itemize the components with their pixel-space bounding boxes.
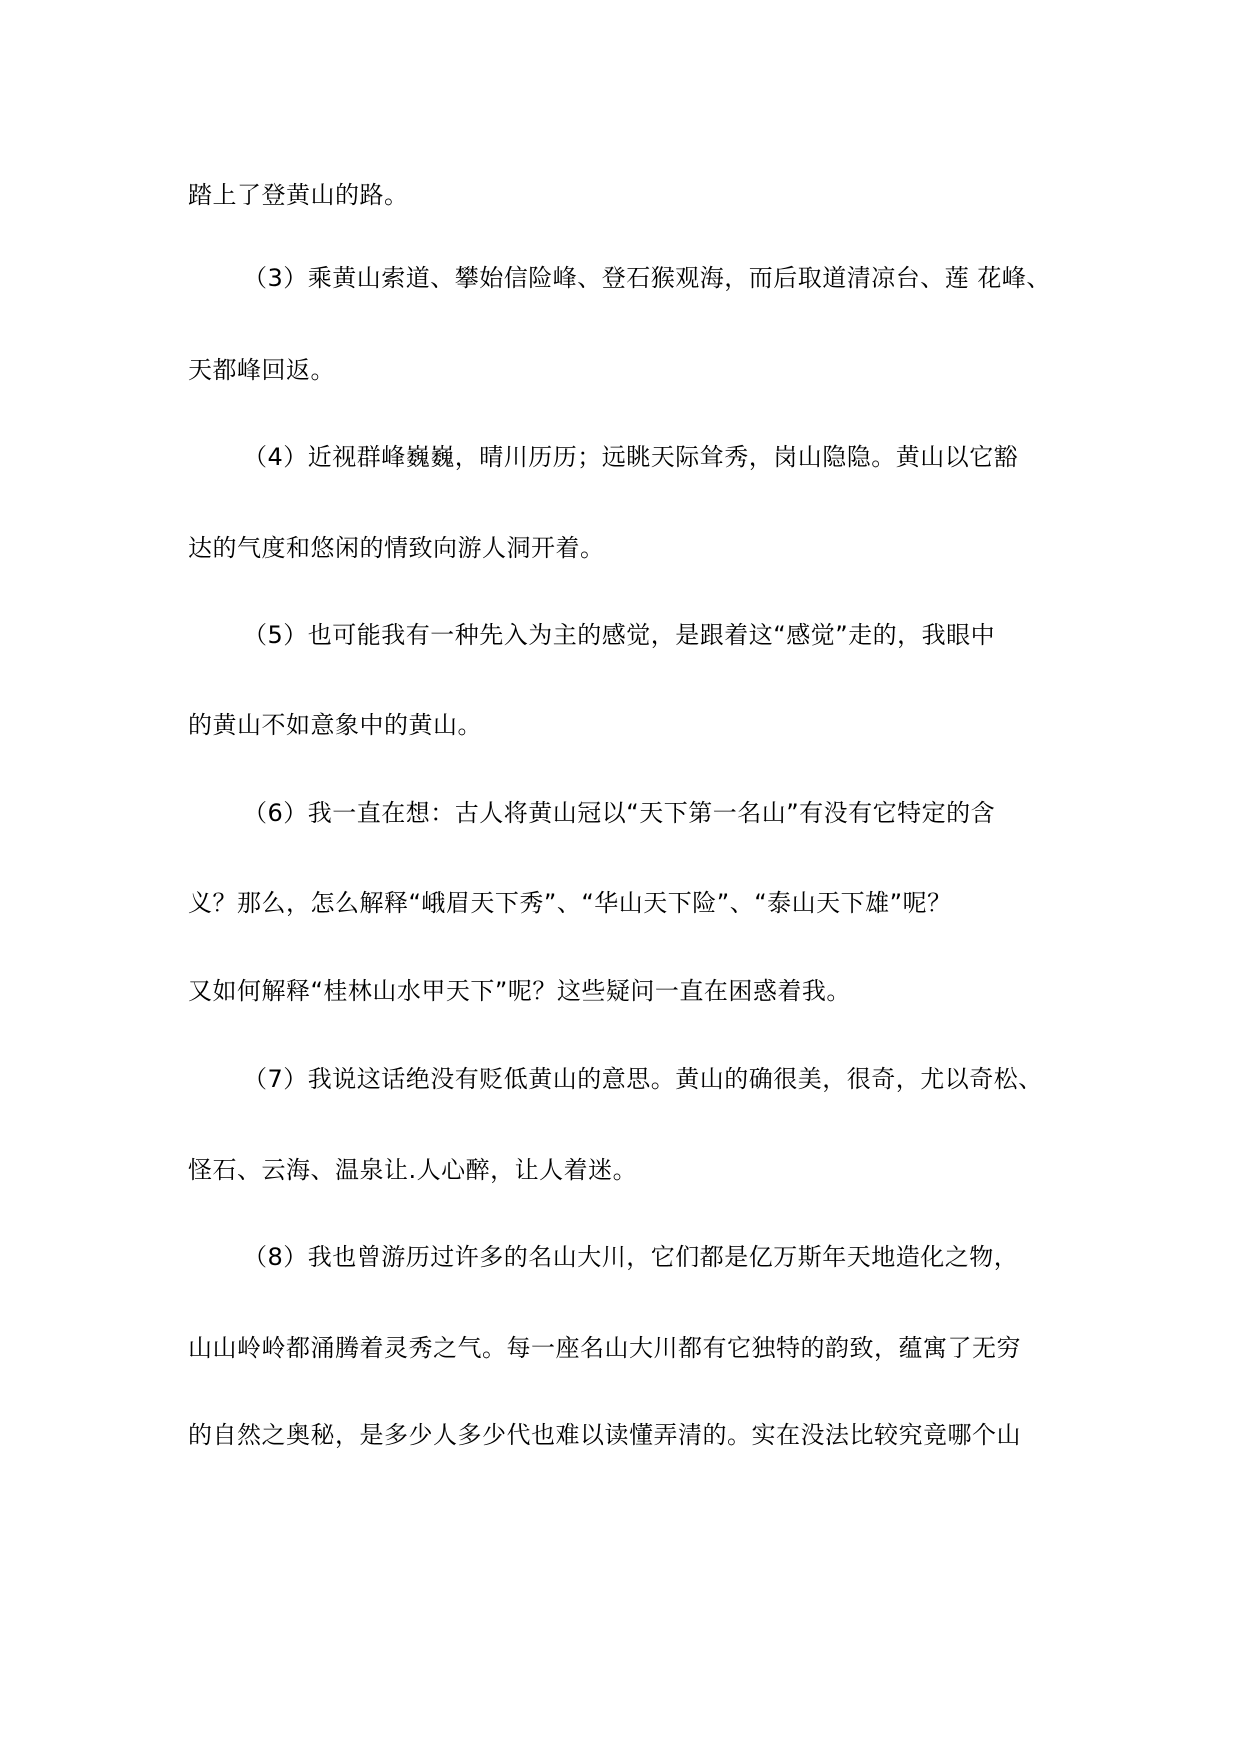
paragraph-7-line-1: （7）我说这话绝没有贬低黄山的意思。黄山的确很美，很奇，尤以奇松、 <box>243 1065 1043 1093</box>
paragraph-3-line-1: （3）乘黄山索道、攀始信险峰、登石猴观海，而后取道清凉台、莲 花峰、 <box>243 264 1051 292</box>
text-line: 山山岭岭都涌腾着灵秀之气。每一座名山大川都有它独特的韵致，蕴寓了无穷 <box>188 1334 1021 1362</box>
text-line: 又如何解释“桂林山水甲天下”呢？这些疑问一直在困惑着我。 <box>188 977 851 1005</box>
text-line: 天都峰回返。 <box>188 356 335 384</box>
text-line: 踏上了登黄山的路。 <box>188 181 409 209</box>
paragraph-6-line-1: （6）我一直在想：古人将黄山冠以“天下第一名山”有没有它特定的含 <box>243 799 996 827</box>
paragraph-8-line-1: （8）我也曾游历过许多的名山大川，它们都是亿万斯年天地造化之物， <box>243 1243 1019 1271</box>
text-line: 达的气度和悠闲的情致向游人洞开着。 <box>188 534 605 562</box>
paragraph-4-line-1: （4）近视群峰巍巍，晴川历历；远眺天际耸秀，岗山隐隐。黄山以它豁 <box>243 443 1019 471</box>
paragraph-5-line-1: （5）也可能我有一种先入为主的感觉，是跟着这“感觉”走的，我眼中 <box>243 621 996 649</box>
text-line: 义？那么，怎么解释“峨眉天下秀”、“华山天下险”、“泰山天下雄”呢？ <box>188 889 952 917</box>
text-line: 怪石、云海、温泉让.人心醉，让人着迷。 <box>188 1156 638 1184</box>
text-line: 的自然之奥秘，是多少人多少代也难以读懂弄清的。实在没法比较究竟哪个山 <box>188 1421 1021 1449</box>
text-line: 的黄山不如意象中的黄山。 <box>188 711 482 739</box>
